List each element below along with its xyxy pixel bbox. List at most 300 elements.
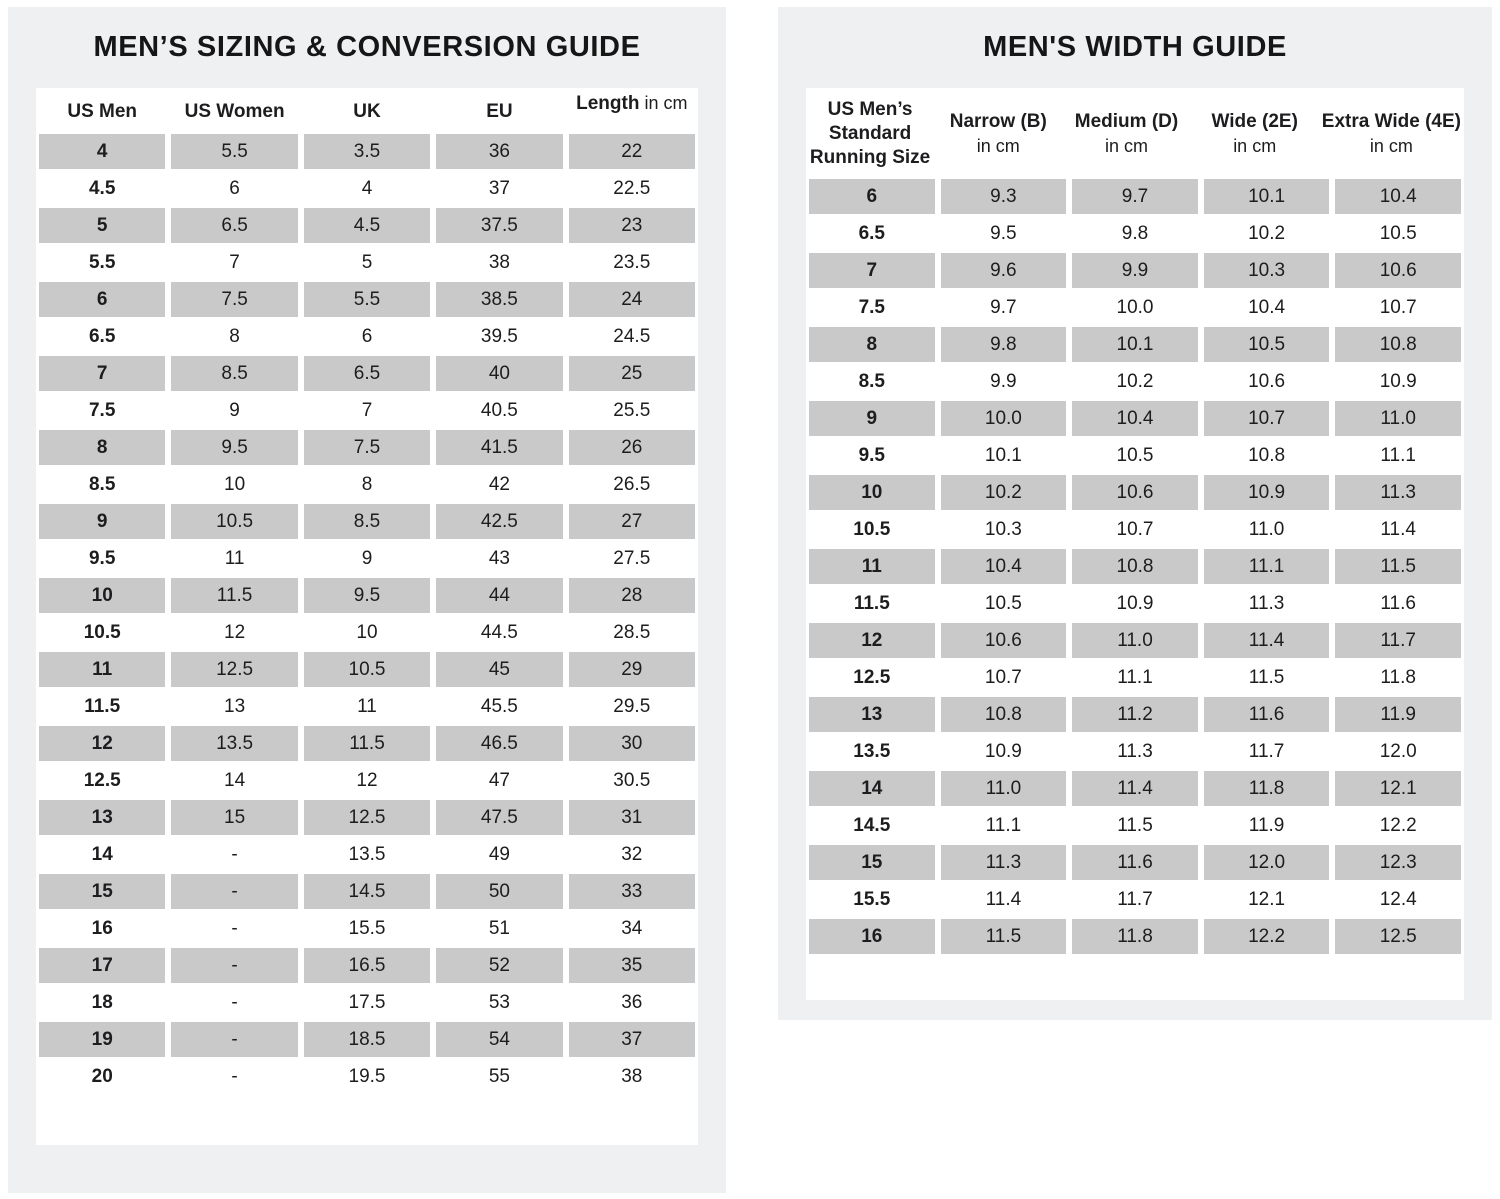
- table-cell: 11.0: [1072, 623, 1198, 658]
- table-cell: 13: [39, 800, 165, 835]
- table-cell: 12.0: [1204, 845, 1330, 880]
- column-header-unit: in cm: [1369, 136, 1413, 156]
- table-row: [39, 800, 695, 835]
- table-cell: 8.5: [304, 504, 430, 539]
- column-header-label: US Women: [184, 100, 285, 122]
- table-cell: 44: [436, 578, 562, 613]
- table-cell: 11.3: [941, 845, 1067, 880]
- table-cell: 10.5: [304, 652, 430, 687]
- column-header: [39, 91, 165, 132]
- table-cell: 10.2: [1204, 216, 1330, 251]
- column-header: [304, 91, 430, 132]
- table-cell: 45: [436, 652, 562, 687]
- table-cell: 9.5: [941, 216, 1067, 251]
- column-header: [1065, 91, 1187, 177]
- table-cell: 6.5: [171, 208, 297, 243]
- table-cell: 24.5: [569, 319, 695, 354]
- table-cell: 14: [809, 771, 935, 806]
- table-cell: 9.5: [171, 430, 297, 465]
- column-header: [171, 91, 297, 132]
- table-cell: 11.2: [1072, 697, 1198, 732]
- table-cell: 13.5: [171, 726, 297, 761]
- table-cell: 42: [436, 467, 562, 502]
- column-header: [1322, 91, 1461, 177]
- column-header: [809, 91, 931, 177]
- table-cell: 6.5: [304, 356, 430, 391]
- table-cell: 37.5: [436, 208, 562, 243]
- table-cell: 12.3: [1335, 845, 1461, 880]
- table-cell: 10.4: [1072, 401, 1198, 436]
- table-cell: 4.5: [304, 208, 430, 243]
- table-cell: 29.5: [569, 689, 695, 724]
- table-cell: 7: [39, 356, 165, 391]
- table-cell: 10: [809, 475, 935, 510]
- table-row: [39, 689, 695, 724]
- table-cell: -: [171, 1059, 297, 1094]
- table-cell: 12.1: [1204, 882, 1330, 917]
- table-row: [809, 808, 1461, 843]
- table-cell: 12: [304, 763, 430, 798]
- table-row: [39, 763, 695, 798]
- column-header-label: Length: [576, 93, 640, 114]
- table-cell: 12: [809, 623, 935, 658]
- column-header-label: Wide (2E): [1211, 111, 1298, 132]
- column-header-label: UK: [353, 100, 381, 122]
- table-cell: 36: [436, 134, 562, 169]
- table-cell: 10.7: [941, 660, 1067, 695]
- table-row: [39, 208, 695, 243]
- table-cell: 6.5: [39, 319, 165, 354]
- table-row: [809, 734, 1461, 769]
- table-cell: 44.5: [436, 615, 562, 650]
- table-cell: 10.2: [1072, 364, 1198, 399]
- table-cell: 10.8: [1072, 549, 1198, 584]
- table-cell: 8: [39, 430, 165, 465]
- table-cell: 12.2: [1204, 919, 1330, 954]
- table-cell: 10.7: [1204, 401, 1330, 436]
- table-row: [809, 882, 1461, 917]
- column-header-unit: in cm: [1233, 136, 1277, 156]
- table-cell: 5.5: [39, 245, 165, 280]
- table-cell: 9.6: [941, 253, 1067, 288]
- table-cell: 7: [809, 253, 935, 288]
- table-cell: 28: [569, 578, 695, 613]
- table-cell: 9.9: [1072, 253, 1198, 288]
- table-cell: 11.4: [1072, 771, 1198, 806]
- table-row: [39, 578, 695, 613]
- table-cell: 13.5: [304, 837, 430, 872]
- table-cell: 41.5: [436, 430, 562, 465]
- table-cell: 51: [436, 911, 562, 946]
- table-cell: 27: [569, 504, 695, 539]
- column-header-label: US Men: [67, 100, 138, 122]
- table-cell: 10.9: [1335, 364, 1461, 399]
- table-cell: 11.3: [1072, 734, 1198, 769]
- table-row: [809, 327, 1461, 362]
- table-cell: 8: [809, 327, 935, 362]
- table-cell: 10.5: [1204, 327, 1330, 362]
- table-cell: 19: [39, 1022, 165, 1057]
- column-header-unit: in cm: [644, 93, 688, 113]
- table-cell: 8.5: [809, 364, 935, 399]
- table-cell: 11.8: [1204, 771, 1330, 806]
- table-cell: 11.4: [1204, 623, 1330, 658]
- table-cell: 10.6: [1072, 475, 1198, 510]
- table-cell: 10.4: [1335, 179, 1461, 214]
- table-cell: 8.5: [39, 467, 165, 502]
- table-cell: 35: [569, 948, 695, 983]
- table-cell: 7: [304, 393, 430, 428]
- table-cell: 38: [436, 245, 562, 280]
- column-header: [569, 91, 695, 132]
- table-row: [809, 290, 1461, 325]
- table-cell: 10.3: [941, 512, 1067, 547]
- table-cell: 11.9: [1335, 697, 1461, 732]
- column-header-label: Medium (D): [1074, 111, 1179, 132]
- table-cell: 10: [39, 578, 165, 613]
- table-cell: 15: [809, 845, 935, 880]
- table-row: [39, 245, 695, 280]
- table-cell: 27.5: [569, 541, 695, 576]
- table-cell: 11.0: [941, 771, 1067, 806]
- table-cell: 10.4: [1204, 290, 1330, 325]
- table-cell: -: [171, 985, 297, 1020]
- table-cell: 9.5: [39, 541, 165, 576]
- table-cell: 12.5: [171, 652, 297, 687]
- table-cell: 10.1: [941, 438, 1067, 473]
- table-cell: 46.5: [436, 726, 562, 761]
- table-row: [39, 541, 695, 576]
- table-cell: 4: [304, 171, 430, 206]
- table-cell: 24: [569, 282, 695, 317]
- table-cell: 9: [39, 504, 165, 539]
- table-row: [39, 134, 695, 169]
- table-cell: 53: [436, 985, 562, 1020]
- table-cell: 10.8: [1335, 327, 1461, 362]
- table-cell: 9.7: [1072, 179, 1198, 214]
- table-cell: 37: [569, 1022, 695, 1057]
- table-row: [39, 615, 695, 650]
- table-cell: 17: [39, 948, 165, 983]
- table-cell: 15: [171, 800, 297, 835]
- table-row: [809, 179, 1461, 214]
- table-row: [39, 319, 695, 354]
- table-row: [39, 430, 695, 465]
- table-cell: 12: [39, 726, 165, 761]
- table-row: [809, 475, 1461, 510]
- table-row: [809, 697, 1461, 732]
- table-cell: 7.5: [171, 282, 297, 317]
- table-row: [809, 660, 1461, 695]
- table-row: [809, 771, 1461, 806]
- table-cell: -: [171, 837, 297, 872]
- table-cell: 52: [436, 948, 562, 983]
- table-cell: 30.5: [569, 763, 695, 798]
- table-cell: 40.5: [436, 393, 562, 428]
- table-cell: 11.1: [1072, 660, 1198, 695]
- table-cell: 47: [436, 763, 562, 798]
- table-cell: 11.6: [1204, 697, 1330, 732]
- table-cell: 15: [39, 874, 165, 909]
- table-cell: 10.6: [1204, 364, 1330, 399]
- table-cell: 10: [171, 467, 297, 502]
- table-cell: 11: [171, 541, 297, 576]
- column-header-label: US Men’s Standard Running Size: [809, 99, 931, 168]
- table-cell: 5: [39, 208, 165, 243]
- table-cell: 5.5: [171, 134, 297, 169]
- table-cell: 11: [39, 652, 165, 687]
- table-row: [809, 253, 1461, 288]
- table-cell: 29: [569, 652, 695, 687]
- sizing-conversion-guide-card: [8, 7, 726, 1193]
- table-cell: 33: [569, 874, 695, 909]
- table-cell: 16: [809, 919, 935, 954]
- table-row: [809, 919, 1461, 954]
- table-header-row: [39, 91, 695, 132]
- table-cell: 6: [39, 282, 165, 317]
- table-cell: 10.9: [1204, 475, 1330, 510]
- table-cell: 10.0: [1072, 290, 1198, 325]
- table-cell: 32: [569, 837, 695, 872]
- table-cell: 11.0: [1335, 401, 1461, 436]
- column-header: [1194, 91, 1316, 177]
- table-cell: 15.5: [304, 911, 430, 946]
- table-cell: 9.5: [304, 578, 430, 613]
- table-cell: -: [171, 1022, 297, 1057]
- column-header-unit: in cm: [1104, 136, 1148, 156]
- table-cell: 10.3: [1204, 253, 1330, 288]
- table-cell: 9.8: [1072, 216, 1198, 251]
- table-cell: 11.4: [941, 882, 1067, 917]
- table-cell: 10: [304, 615, 430, 650]
- table-cell: 12.0: [1335, 734, 1461, 769]
- table-cell: 11.1: [1335, 438, 1461, 473]
- table-row: [809, 512, 1461, 547]
- table-cell: 11.7: [1072, 882, 1198, 917]
- table-cell: 7.5: [39, 393, 165, 428]
- table-cell: 28.5: [569, 615, 695, 650]
- table-cell: 10.4: [941, 549, 1067, 584]
- table-cell: 11.5: [1335, 549, 1461, 584]
- table-cell: 11.5: [1072, 808, 1198, 843]
- table-cell: -: [171, 911, 297, 946]
- table-cell: 11: [809, 549, 935, 584]
- table-cell: 3.5: [304, 134, 430, 169]
- table-cell: 11.7: [1335, 623, 1461, 658]
- table-row: [39, 726, 695, 761]
- table-cell: 10.5: [39, 615, 165, 650]
- table-cell: 11.5: [39, 689, 165, 724]
- table-row: [809, 845, 1461, 880]
- table-cell: 10.2: [941, 475, 1067, 510]
- table-cell: 12.5: [1335, 919, 1461, 954]
- table-cell: 11.3: [1335, 475, 1461, 510]
- table-cell: 10.0: [941, 401, 1067, 436]
- column-header-label: Extra Wide (4E): [1321, 111, 1461, 132]
- table-cell: 12.5: [809, 660, 935, 695]
- table-cell: 26: [569, 430, 695, 465]
- table-cell: 11.5: [809, 586, 935, 621]
- table-cell: 9.5: [809, 438, 935, 473]
- table-row: [809, 549, 1461, 584]
- table-cell: 9: [304, 541, 430, 576]
- table-row: [39, 1059, 695, 1094]
- table-row: [809, 364, 1461, 399]
- table-cell: 5: [304, 245, 430, 280]
- table-cell: 10.7: [1335, 290, 1461, 325]
- table-cell: 22.5: [569, 171, 695, 206]
- table-row: [809, 216, 1461, 251]
- table-cell: 15.5: [809, 882, 935, 917]
- table-cell: 10.6: [1335, 253, 1461, 288]
- table-cell: 14.5: [304, 874, 430, 909]
- width-guide-card: [778, 7, 1492, 1020]
- table-cell: 10.5: [941, 586, 1067, 621]
- table-row: [39, 985, 695, 1020]
- table-header-row: [809, 91, 1461, 177]
- table-cell: 11.3: [1204, 586, 1330, 621]
- table-cell: 11.1: [941, 808, 1067, 843]
- table-cell: 4: [39, 134, 165, 169]
- table-cell: 10.9: [1072, 586, 1198, 621]
- table-cell: 11.1: [1204, 549, 1330, 584]
- table-cell: 11.0: [1204, 512, 1330, 547]
- table-cell: 12.2: [1335, 808, 1461, 843]
- table-cell: 14: [171, 763, 297, 798]
- table-row: [39, 171, 695, 206]
- table-cell: 9.9: [941, 364, 1067, 399]
- table-cell: 14: [39, 837, 165, 872]
- table-cell: 4.5: [39, 171, 165, 206]
- table-row: [809, 623, 1461, 658]
- table-cell: 11.4: [1335, 512, 1461, 547]
- table-cell: 9.8: [941, 327, 1067, 362]
- table-cell: 47.5: [436, 800, 562, 835]
- table-cell: 42.5: [436, 504, 562, 539]
- table-row: [39, 467, 695, 502]
- table-cell: 18: [39, 985, 165, 1020]
- table-cell: 30: [569, 726, 695, 761]
- table-row: [39, 356, 695, 391]
- table-cell: 40: [436, 356, 562, 391]
- table-cell: 12.1: [1335, 771, 1461, 806]
- table-cell: 10.1: [1072, 327, 1198, 362]
- table-cell: 10.7: [1072, 512, 1198, 547]
- table-cell: 49: [436, 837, 562, 872]
- table-row: [39, 1022, 695, 1057]
- table-cell: 20: [39, 1059, 165, 1094]
- table-cell: 23.5: [569, 245, 695, 280]
- column-header-unit: in cm: [976, 136, 1020, 156]
- table-cell: 5.5: [304, 282, 430, 317]
- table-cell: 8: [171, 319, 297, 354]
- table-row: [809, 438, 1461, 473]
- table-row: [39, 911, 695, 946]
- table-cell: 25.5: [569, 393, 695, 428]
- table-cell: 11.9: [1204, 808, 1330, 843]
- column-header: [937, 91, 1059, 177]
- sizing-conversion-guide-table: [36, 88, 698, 1145]
- table-cell: 16.5: [304, 948, 430, 983]
- table-cell: 38: [569, 1059, 695, 1094]
- table-cell: 38.5: [436, 282, 562, 317]
- table-cell: 6.5: [809, 216, 935, 251]
- table-cell: 10.1: [1204, 179, 1330, 214]
- table-cell: 18.5: [304, 1022, 430, 1057]
- table-row: [39, 504, 695, 539]
- table-cell: 50: [436, 874, 562, 909]
- table-cell: 13.5: [809, 734, 935, 769]
- table-cell: 9: [809, 401, 935, 436]
- table-cell: -: [171, 948, 297, 983]
- table-cell: 12.5: [304, 800, 430, 835]
- table-cell: 11.5: [171, 578, 297, 613]
- table-cell: 10.8: [941, 697, 1067, 732]
- column-header-label: EU: [486, 100, 513, 122]
- table-cell: 25: [569, 356, 695, 391]
- table-cell: 11.5: [941, 919, 1067, 954]
- table-cell: 11.6: [1072, 845, 1198, 880]
- column-header: [436, 91, 562, 132]
- table-cell: 17.5: [304, 985, 430, 1020]
- table-cell: 11: [304, 689, 430, 724]
- table-cell: 6: [171, 171, 297, 206]
- table-cell: 19.5: [304, 1059, 430, 1094]
- width-guide-table: [806, 88, 1464, 1000]
- table-row: [39, 282, 695, 317]
- table-cell: 7.5: [809, 290, 935, 325]
- table-cell: 34: [569, 911, 695, 946]
- table-cell: 10.5: [1072, 438, 1198, 473]
- table-cell: 11.5: [304, 726, 430, 761]
- table-cell: 6: [304, 319, 430, 354]
- table-cell: 7: [171, 245, 297, 280]
- table-cell: 9.7: [941, 290, 1067, 325]
- table-cell: 11.6: [1335, 586, 1461, 621]
- table-cell: 10.8: [1204, 438, 1330, 473]
- table-cell: 8.5: [171, 356, 297, 391]
- table-row: [809, 586, 1461, 621]
- column-header-label: Narrow (B): [949, 111, 1047, 132]
- table-cell: 11.8: [1335, 660, 1461, 695]
- table-row: [39, 874, 695, 909]
- table-cell: 43: [436, 541, 562, 576]
- table-row: [809, 401, 1461, 436]
- table-cell: 9.3: [941, 179, 1067, 214]
- table-cell: 13: [171, 689, 297, 724]
- table-cell: 36: [569, 985, 695, 1020]
- table-cell: 9: [171, 393, 297, 428]
- table-cell: 45.5: [436, 689, 562, 724]
- table-cell: 31: [569, 800, 695, 835]
- table-row: [39, 652, 695, 687]
- table-cell: 11.7: [1204, 734, 1330, 769]
- table-cell: 37: [436, 171, 562, 206]
- table-cell: 12.4: [1335, 882, 1461, 917]
- sizing-conversion-guide-title: MEN’S SIZING & CONVERSION GUIDE: [93, 31, 641, 63]
- table-cell: 39.5: [436, 319, 562, 354]
- table-cell: 26.5: [569, 467, 695, 502]
- table-cell: 55: [436, 1059, 562, 1094]
- table-cell: 12.5: [39, 763, 165, 798]
- table-row: [39, 837, 695, 872]
- table-cell: 10.6: [941, 623, 1067, 658]
- table-cell: 13: [809, 697, 935, 732]
- table-cell: 7.5: [304, 430, 430, 465]
- table-cell: 11.5: [1204, 660, 1330, 695]
- table-cell: 14.5: [809, 808, 935, 843]
- table-row: [39, 948, 695, 983]
